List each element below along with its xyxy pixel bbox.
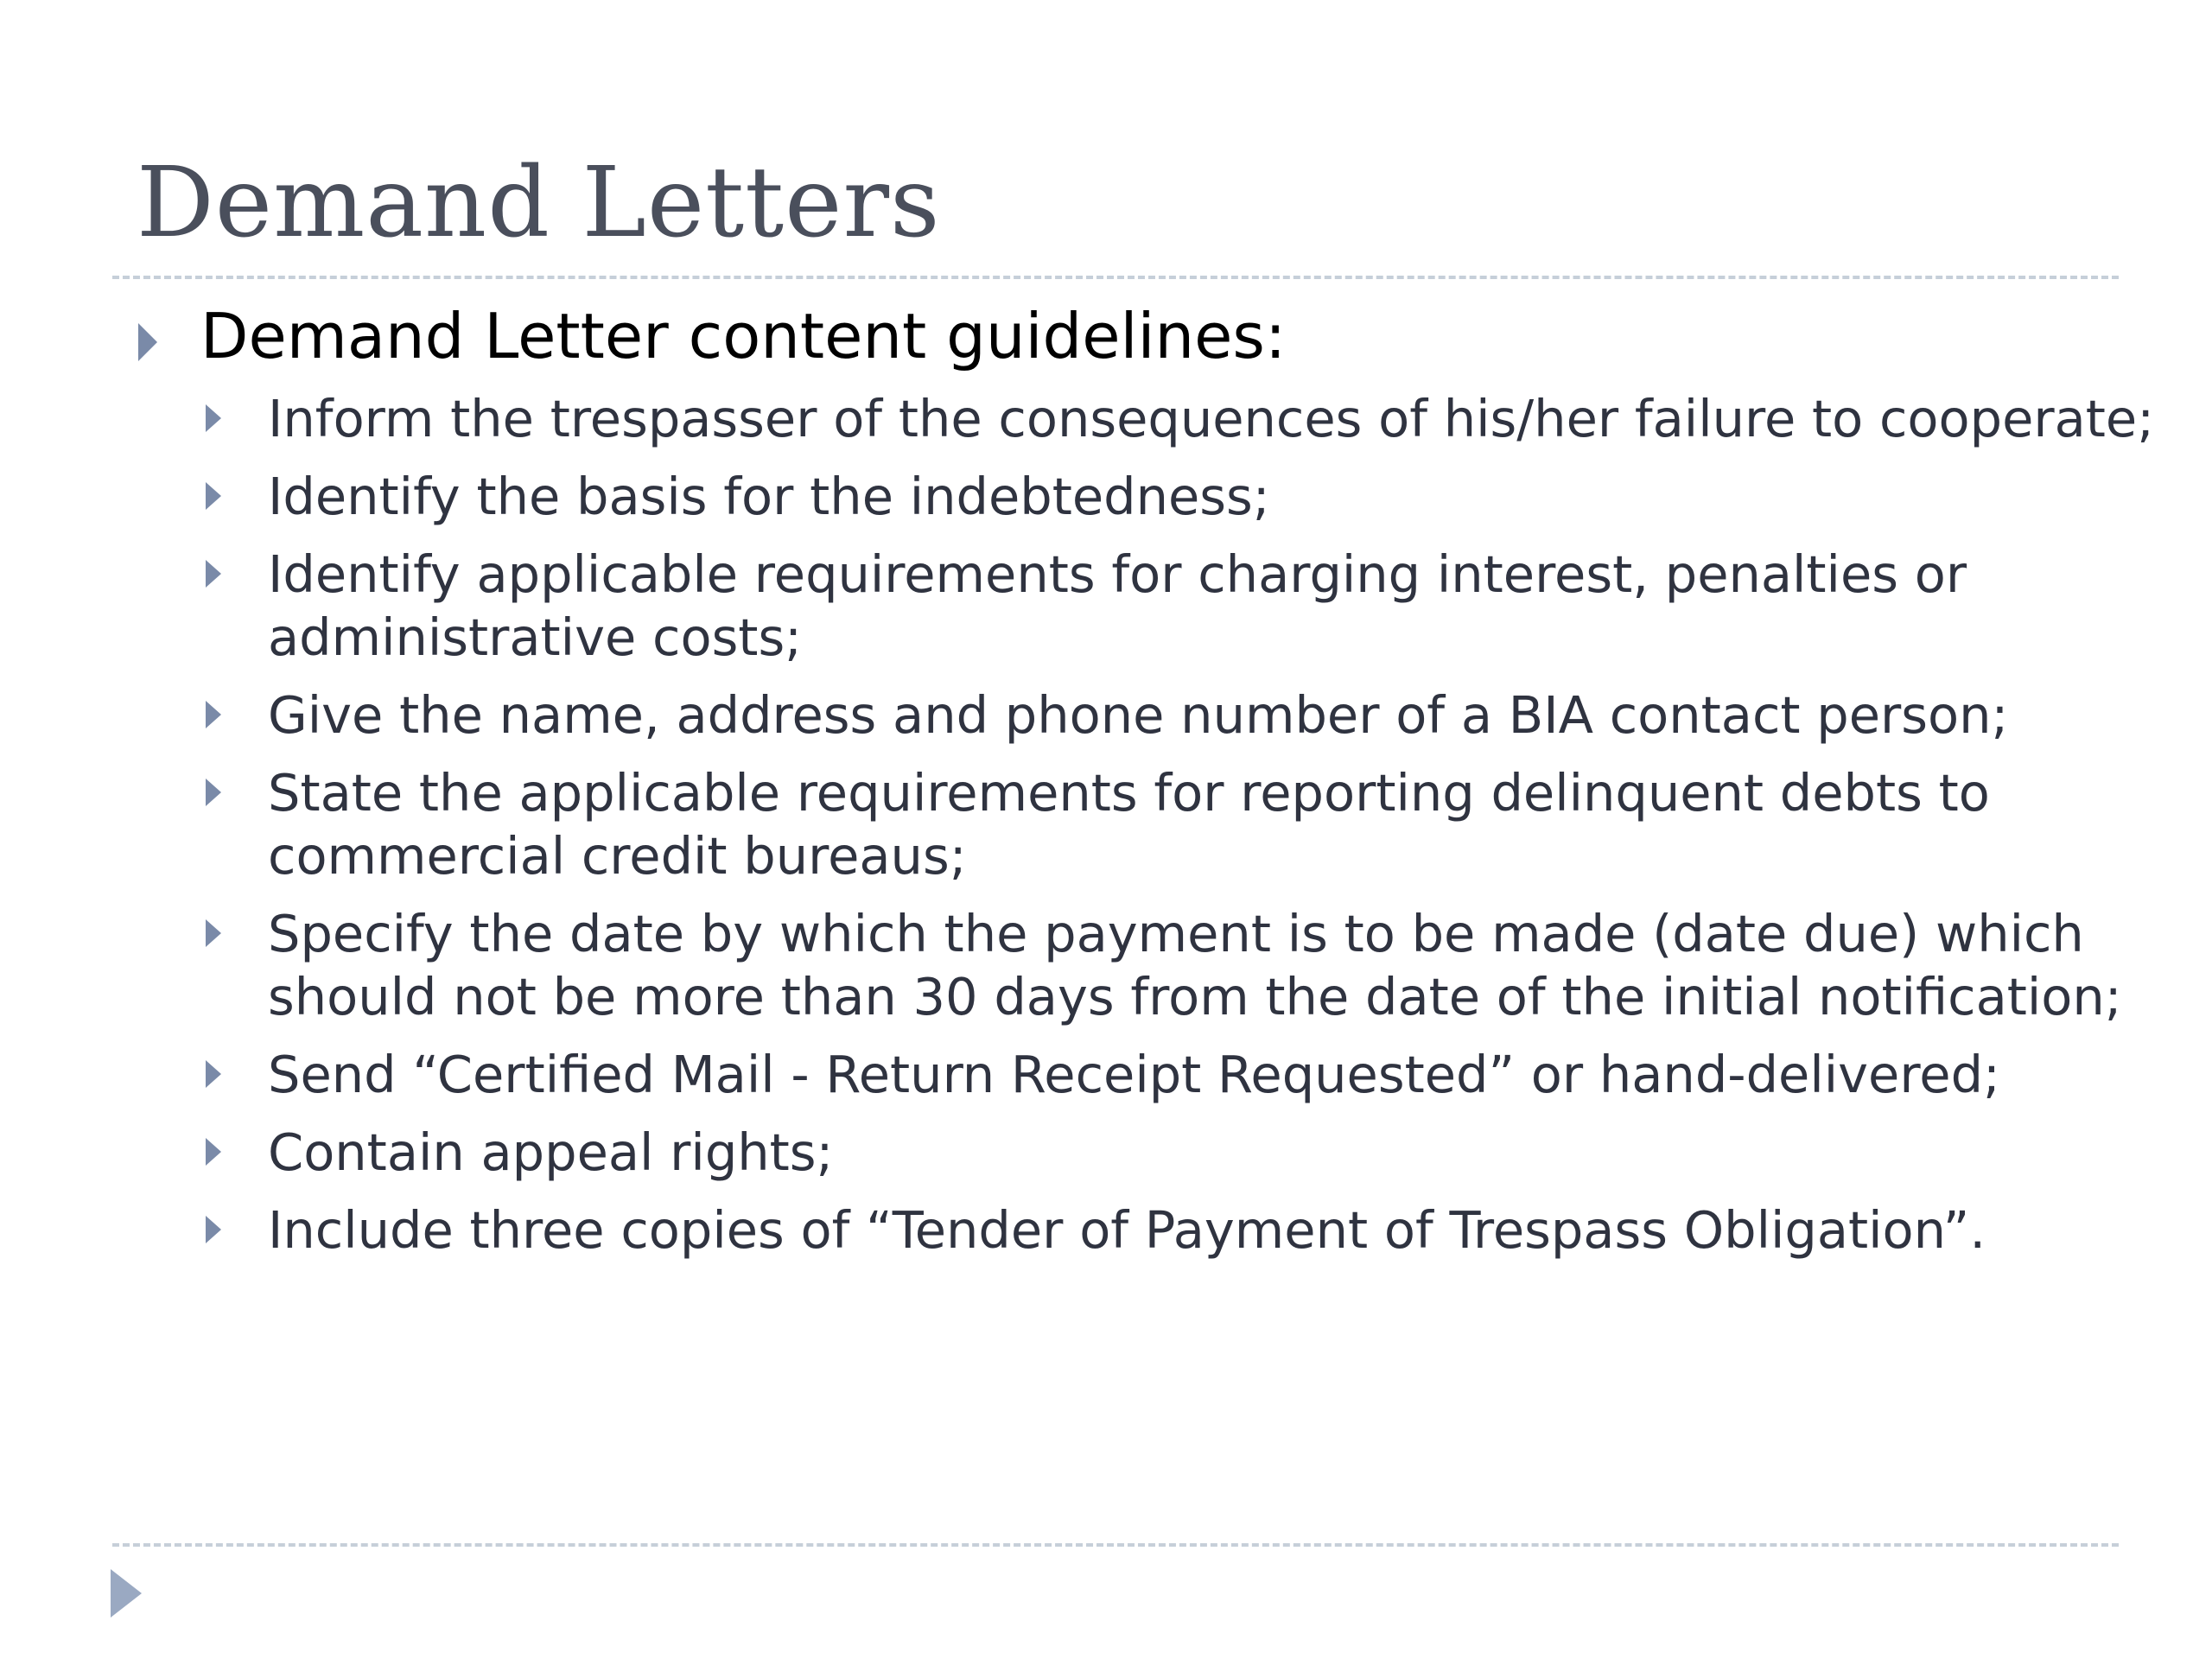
- bullet-heading-text: Demand Letter content guidelines:: [200, 300, 1287, 372]
- footer-divider: [112, 1543, 2119, 1547]
- list-item: [268, 761, 2169, 887]
- list-item: [268, 543, 2169, 669]
- list-item-text: State the applicable requirements for reporting delinquent debts to commercial credit bureaus;: [268, 763, 1990, 886]
- list-item-text: Inform the trespasser of the consequences of his/her failure to cooperate;: [268, 389, 2155, 448]
- list-item-text: Send “Certified Mail - Return Receipt Requested” or hand-delivered;: [268, 1045, 2000, 1104]
- list-item-text: Give the name, address and phone number of a BIA contact person;: [268, 685, 2009, 745]
- triangle-bullet-icon: [206, 1216, 221, 1243]
- list-item: [268, 1198, 2169, 1262]
- list-item-text: Identify applicable requirements for charging interest, penalties or administrative costs;: [268, 544, 1967, 667]
- triangle-bullet-icon: [206, 1060, 221, 1088]
- list-item-text: Specify the date by which the payment is to be made (date due) which should not be more than 30 days from the date of the initial notification;: [268, 904, 2122, 1027]
- list-item: [268, 387, 2169, 450]
- list-item-text: Include three copies of “Tender of Payment of Trespass Obligation”.: [268, 1200, 1986, 1260]
- guideline-list: [268, 387, 2169, 1276]
- list-item: [268, 465, 2169, 528]
- list-item: [268, 902, 2169, 1028]
- triangle-bullet-icon: [206, 404, 221, 432]
- triangle-bullet-icon: [138, 323, 157, 361]
- slide-title: Demand Letters: [137, 147, 941, 259]
- list-item-text: Contain appeal rights;: [268, 1122, 834, 1182]
- triangle-bullet-icon: [206, 482, 221, 510]
- triangle-bullet-icon: [206, 1138, 221, 1166]
- corner-triangle-icon: [111, 1569, 142, 1618]
- triangle-bullet-icon: [206, 779, 221, 806]
- triangle-bullet-icon: [206, 560, 221, 588]
- title-divider: [112, 276, 2119, 279]
- bullet-heading: [200, 297, 2145, 375]
- list-item: [268, 683, 2169, 747]
- list-item: [268, 1043, 2169, 1106]
- list-item-text: Identify the basis for the indebtedness;: [268, 467, 1270, 526]
- list-item: [268, 1121, 2169, 1184]
- triangle-bullet-icon: [206, 919, 221, 947]
- triangle-bullet-icon: [206, 701, 221, 728]
